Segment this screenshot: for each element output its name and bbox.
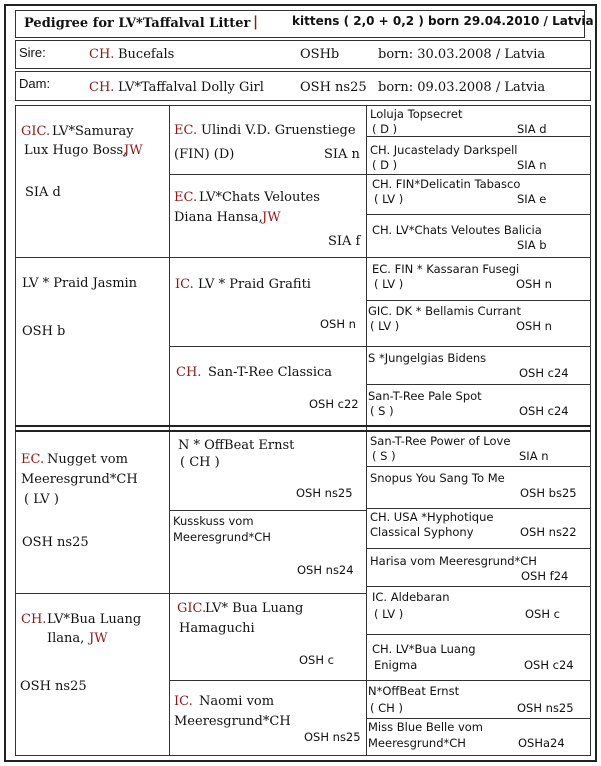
- litter-info: kittens ( 2,0 + 0,2 ) born 29.04.2010 / Latvia: [292, 14, 594, 28]
- g4-line1: CH. LV*Bua Luang: [372, 642, 476, 656]
- dam-sire-line2: Meeresgrund*CH: [21, 472, 138, 487]
- gen2-divider-bottom: [15, 593, 169, 594]
- dam-dam-title: CH.: [21, 612, 47, 627]
- g3-c1-line1: N * OffBeat Ernst: [178, 438, 295, 453]
- g4-ems: SIA d: [517, 122, 547, 136]
- sire-dam-name: LV * Praid Jasmin: [22, 276, 138, 291]
- g4-ems: SIA n: [519, 449, 549, 463]
- g4-line1: San-T-Ree Pale Spot: [368, 389, 482, 403]
- g4-ems: OSH c24: [519, 404, 569, 418]
- dam-name: LV*Taffalval Dolly Girl: [118, 80, 264, 95]
- gen4-divider: [366, 300, 591, 301]
- g4-line2: Classical Syphony: [370, 525, 474, 539]
- gen4-divider: [366, 508, 591, 509]
- g4-line1: IC. Aldebaran: [372, 590, 450, 604]
- sire-title: CH.: [89, 47, 115, 62]
- g3-d2-line1: Naomi vom: [199, 694, 275, 709]
- gen4-divider: [366, 136, 591, 137]
- dam-sire-title: EC.: [21, 452, 45, 467]
- g3-d1-line1: LV* Bua Luang: [205, 601, 304, 616]
- g3-a1-line2: (FIN) (D): [174, 147, 235, 162]
- g3-a1-title: EC.: [174, 123, 198, 138]
- dam-born: born: 09.03.2008 / Latvia: [378, 80, 546, 95]
- g4-line1: CH. USA *Hyphotique: [370, 510, 494, 524]
- dam-sire-line1: Nugget vom: [47, 452, 128, 467]
- g4-line2: ( D ): [372, 158, 398, 172]
- gen4-divider: [366, 346, 591, 347]
- g4-line1: S *Jungelgias Bidens: [368, 351, 487, 365]
- g4-line1: San-T-Ree Power of Love: [370, 434, 511, 448]
- g4-line2: ( S ): [370, 404, 394, 418]
- g3-c2-ems: OSH ns24: [297, 563, 354, 577]
- g4-line1: Miss Blue Belle vom: [368, 720, 483, 734]
- g4-ems: OSH f24: [521, 569, 569, 583]
- sire-label: Sire:: [19, 45, 46, 60]
- g4-ems: SIA n: [517, 158, 547, 172]
- gen4-divider: [366, 634, 591, 635]
- g4-ems: OSH c24: [524, 658, 574, 672]
- gen2-divider-top: [15, 257, 169, 258]
- g3-d2-line2: Meeresgrund*CH: [174, 714, 291, 729]
- g3-a1-ems: SIA n: [324, 147, 360, 162]
- gen4-divider: [366, 214, 591, 215]
- dam-dam-jw: JW: [89, 631, 108, 646]
- g4-ems: OSHa24: [518, 736, 565, 750]
- pedigree-title: Pedigree for LV*Taffalval Litter: [24, 16, 251, 31]
- g4-line1: CH. LV*Chats Veloutes Balicia: [372, 223, 542, 237]
- g3-a2-title: EC.: [174, 190, 198, 205]
- sire-sire-title: GIC.: [21, 124, 51, 139]
- sire-sire-jw: JW: [124, 143, 143, 158]
- g4-ems: OSH n: [516, 277, 552, 291]
- g4-line1: GIC. DK * Bellamis Currant: [368, 304, 521, 318]
- dam-sire-ems: OSH ns25: [22, 535, 89, 550]
- dam-dam-ems: OSH ns25: [20, 679, 87, 694]
- g4-line2: ( LV ): [374, 192, 404, 206]
- g3-b1-ems: OSH n: [320, 317, 356, 331]
- gen4-divider: [366, 718, 591, 719]
- g4-line2: Enigma: [374, 658, 418, 672]
- dam-label: Dam:: [19, 76, 51, 91]
- g3-c2-line2: Meeresgrund*CH: [173, 530, 271, 544]
- g4-line1: Snopus You Sang To Me: [370, 471, 505, 485]
- gen3-divider-4: [169, 510, 366, 511]
- gen4-divider: [366, 548, 591, 549]
- dam-ems: OSH ns25: [300, 80, 367, 95]
- sire-sire-line1: LV*Samuray: [52, 124, 134, 139]
- text-cursor: |: [253, 14, 259, 30]
- g3-c1-line2: ( CH ): [180, 455, 220, 470]
- gen4-divider: [366, 466, 591, 467]
- g4-line1: EC. FIN * Kassaran Fusegi: [372, 262, 520, 276]
- g4-line2: ( LV ): [370, 319, 400, 333]
- g4-line2: ( D ): [372, 122, 398, 136]
- sire-sire-ems: SIA d: [25, 185, 61, 200]
- g3-b2-line1: San-T-Ree Classica: [208, 365, 333, 380]
- g4-ems: OSH c24: [519, 366, 569, 380]
- sire-name: Bucefals: [118, 47, 175, 62]
- gen3-divider-2: [169, 257, 366, 258]
- g4-line1: CH. FIN*Delicatin Tabasco: [372, 177, 521, 191]
- g3-a1-line1: Ulindi V.D. Gruenstiege: [201, 123, 356, 138]
- dam-sire-line3: ( LV ): [24, 492, 59, 507]
- g3-d1-title: GIC.: [177, 601, 207, 616]
- g4-line1: Loluja Topsecret: [370, 107, 463, 121]
- g4-line2: Meeresgrund*CH: [368, 736, 466, 750]
- g3-b2-title: CH.: [176, 365, 202, 380]
- g4-ems: OSH c: [525, 607, 560, 621]
- g4-line1: CH. Jucastelady Darkspell: [370, 143, 518, 157]
- sire-sire-line2: Lux Hugo Boss,: [24, 143, 128, 158]
- gen3-divider-3: [169, 346, 366, 347]
- g3-d1-line2: Hamaguchi: [179, 621, 255, 636]
- g4-line2: ( LV ): [374, 607, 404, 621]
- sire-ems: OSHb: [300, 47, 340, 62]
- g3-c2-line1: Kusskuss vom: [173, 514, 254, 528]
- g4-ems: OSH bs25: [520, 486, 577, 500]
- g3-d2-ems: OSH ns25: [304, 730, 361, 744]
- gen4-divider: [366, 257, 591, 258]
- g4-line2: ( LV ): [374, 277, 404, 291]
- gen3-divider-5: [169, 593, 366, 594]
- g4-ems: OSH ns25: [517, 701, 574, 715]
- gen3-divider-1: [169, 174, 366, 175]
- g3-d1-ems: OSH c: [299, 653, 334, 667]
- gen4-divider: [366, 586, 591, 587]
- g4-ems: OSH ns22: [520, 525, 577, 539]
- g4-line1: N*OffBeat Ernst: [368, 684, 460, 698]
- g4-line2: ( S ): [372, 449, 396, 463]
- sire-born: born: 30.03.2008 / Latvia: [378, 47, 546, 62]
- g3-a2-jw: JW: [262, 210, 281, 225]
- half-separator-bottom: [15, 430, 591, 432]
- g3-a2-line2: Diana Hansa,: [174, 210, 263, 225]
- g3-d2-title: IC.: [174, 694, 193, 709]
- g3-b1-title: IC.: [175, 277, 194, 292]
- g3-a2-ems: SIA f: [328, 234, 361, 249]
- g3-a2-line1: LV*Chats Veloutes: [199, 190, 320, 205]
- dam-dam-line2: Ilana,: [47, 631, 85, 646]
- g4-ems: OSH n: [516, 319, 552, 333]
- gen4-divider: [366, 384, 591, 385]
- g3-c1-ems: OSH ns25: [296, 486, 353, 500]
- dam-title: CH.: [89, 80, 115, 95]
- g3-b2-ems: OSH c22: [309, 397, 359, 411]
- gen3-divider-6: [169, 680, 366, 681]
- half-separator-top: [15, 425, 591, 427]
- dam-dam-line1: LV*Bua Luang: [47, 612, 142, 627]
- g4-line1: Harisa vom Meeresgrund*CH: [370, 554, 537, 568]
- g4-line2: ( CH ): [370, 701, 403, 715]
- sire-dam-ems: OSH b: [22, 324, 66, 339]
- g3-b1-line1: LV * Praid Grafiti: [198, 277, 311, 292]
- gen4-divider: [366, 680, 591, 681]
- gen4-divider: [366, 174, 591, 175]
- g4-ems: SIA e: [517, 192, 547, 206]
- g4-ems: SIA b: [517, 238, 547, 252]
